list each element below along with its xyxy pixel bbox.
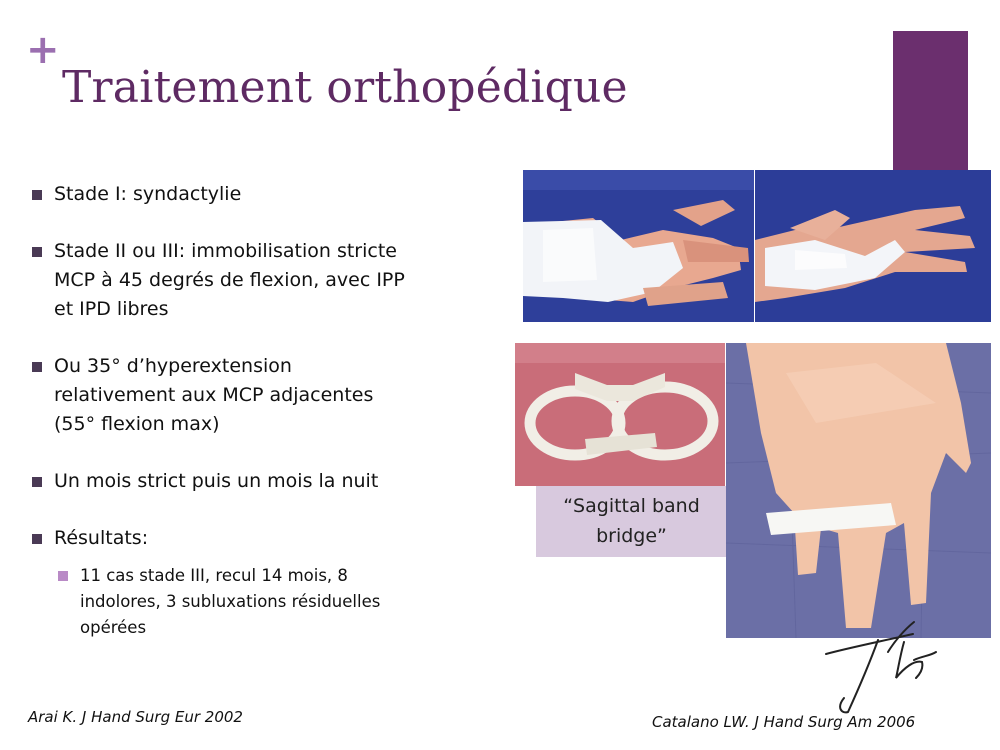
- bullet-text-line: Stade II ou III: immobilisation stricte: [54, 240, 397, 262]
- caption-line: bridge”: [596, 525, 667, 547]
- bullet-text-line: (55° flexion max): [54, 413, 220, 435]
- caption-box: [536, 486, 727, 557]
- bullet-text-line: Ou 35° d’hyperextension: [54, 355, 292, 377]
- hand-wearing-splint-photo-graphic: [726, 343, 991, 638]
- reference-left: Arai K. J Hand Surg Eur 2002: [28, 708, 243, 726]
- bullet-text-line: Un mois strict puis un mois la nuit: [54, 470, 379, 492]
- sagittal-band-bridge-photo-graphic: [515, 343, 725, 486]
- bullet-text-line: relativement aux MCP adjacentes: [54, 384, 374, 406]
- slide-title: Traitement orthopédique: [62, 62, 628, 113]
- bullet-text-line: MCP à 45 degrés de flexion, avec IPP: [54, 269, 405, 291]
- plus-icon: +: [26, 27, 60, 73]
- splint-photo-top-right-graphic: [755, 170, 991, 322]
- hand-wearing-splint-photo: [726, 343, 991, 638]
- splint-photo-top-right: [755, 170, 991, 322]
- bullet-item: [30, 524, 500, 553]
- sub-bullet-text-line: opérées: [80, 618, 147, 637]
- bullet-list: [30, 180, 500, 641]
- bullet-item: [30, 180, 500, 209]
- splint-photo-top-left-graphic: [523, 170, 754, 322]
- signature-graphic: [818, 612, 958, 717]
- bullet-text-line: et IPD libres: [54, 298, 169, 320]
- sub-bullet-text-line: indolores, 3 subluxations résiduelles: [80, 592, 381, 611]
- caption-line: “Sagittal band: [563, 495, 700, 517]
- splint-photo-top-left: [523, 170, 754, 322]
- reference-right: Catalano LW. J Hand Surg Am 2006: [652, 713, 916, 731]
- bullet-item: [30, 467, 500, 496]
- bullet-item: [30, 237, 500, 324]
- sub-bullet-text-line: 11 cas stade III, recul 14 mois, 8: [80, 566, 348, 585]
- bullet-text-line: Stade I: syndactylie: [54, 183, 242, 205]
- bullet-item: [30, 352, 500, 439]
- bullet-text-line: Résultats:: [54, 527, 149, 549]
- sub-bullet-item: [30, 563, 500, 641]
- sagittal-band-bridge-photo: [515, 343, 725, 486]
- accent-bar: [893, 31, 968, 170]
